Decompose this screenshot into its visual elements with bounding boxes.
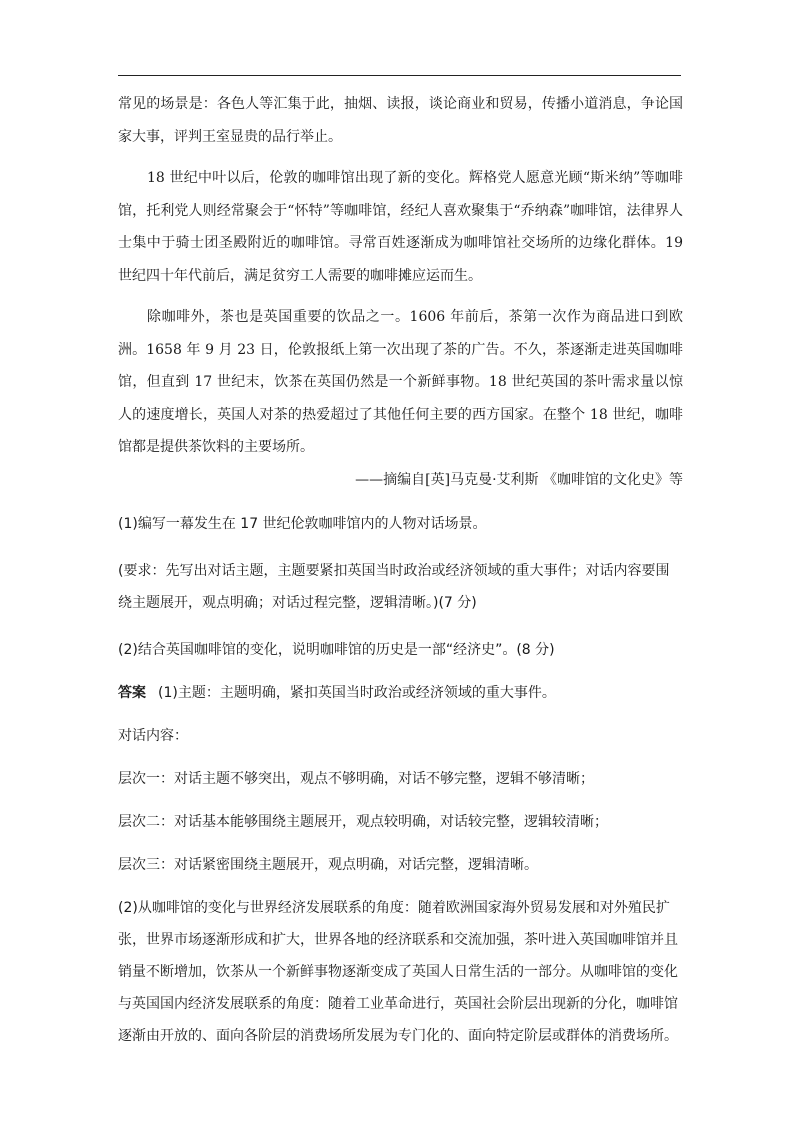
answer-level-3: 层次三：对话紧密围绕主题展开，观点明确，对话完整，逻辑清晰。 — [118, 857, 538, 873]
document-page — [118, 88, 683, 1052]
passage-source: ——摘编自[英]马克曼·艾利斯 《咖啡馆的文化史》等 — [355, 471, 683, 488]
passage-paragraph-0: 常见的场景是：各色人等汇集于此，抽烟、读报，谈论商业和贸易，传播小道消息，争论国家大事，评判王室显贵的品行举止。 — [118, 96, 683, 145]
dialog-label: 对话内容： — [118, 728, 188, 744]
header-rule — [118, 75, 681, 76]
answer-1-text: (1)主题：主题明确，紧扣英国当时政治或经济领域的重大事件。 — [158, 685, 556, 701]
passage-paragraph-1: 18 世纪中叶以后，伦敦的咖啡馆出现了新的变化。辉格党人愿意光顾“斯米纳”等咖啡馆，托利党人则经常聚会于“怀特”等咖啡馆，经纪人喜欢聚集于“乔纳森”咖啡馆，法律界人士集中于骑士团圣殿附近的咖啡馆。寻常百姓逐渐成为咖啡馆社交场所的边缘化群体。19 世纪四十年代前后，满足贫穷工人需要的咖啡摊应运而生。 — [118, 170, 683, 284]
answer-level-1: 层次一：对话主题不够突出，观点不够明确，对话不够完整，逻辑不够清晰； — [118, 771, 594, 787]
question-1-requirements: (要求：先写出对话主题，主题要紧扣英国当时政治或经济领域的重大事件；对话内容要围绕主题展开，观点明确；对话过程完整，逻辑清晰。)(7 分) — [118, 563, 670, 611]
answer-label: 答案 — [118, 685, 146, 701]
answer-level-2: 层次二：对话基本能够围绕主题展开，观点较明确，对话较完整，逻辑较清晰； — [118, 814, 608, 830]
answer-2: (2)从咖啡馆的变化与世界经济发展联系的角度：随着欧洲国家海外贸易发展和对外殖民扩张，世界市场逐渐形成和扩大，世界各地的经济联系和交流加强，茶叶进入英国咖啡馆并且销量不断增加，饮茶从一个新鲜事物逐渐变成了英国人日常生活的一部分。从咖啡馆的变化与英国国内经济发展联系的角度：随着工业革命进行，英国社会阶层出现新的分化，咖啡馆逐渐由开放的、面向各阶层的消费场所发展为专门化的、面向特定阶层或群体的消费场所。 — [118, 900, 678, 1044]
answer-1 — [118, 677, 683, 709]
question-2: (2)结合英国咖啡馆的变化，说明咖啡馆的历史是一部“经济史”。(8 分) — [118, 642, 555, 658]
question-1: (1)编写一幕发生在 17 世纪伦敦咖啡馆内的人物对话场景。 — [118, 516, 487, 532]
passage-paragraph-2: 除咖啡外，茶也是英国重要的饮品之一。1606 年前后，茶第一次作为商品进口到欧洲。1658 年 9 月 23 日，伦敦报纸上第一次出现了茶的广告。不久，茶逐渐走进英国咖啡馆，但直到 17 世纪末，饮茶在英国仍然是一个新鲜事物。18 世纪英国的茶叶需求量以惊人的速度增长，英国人对茶的热爱超过了其他任何主要的西方国家。在整个 18 世纪，咖啡馆都是提供茶饮料的主要场所。 — [118, 309, 683, 455]
